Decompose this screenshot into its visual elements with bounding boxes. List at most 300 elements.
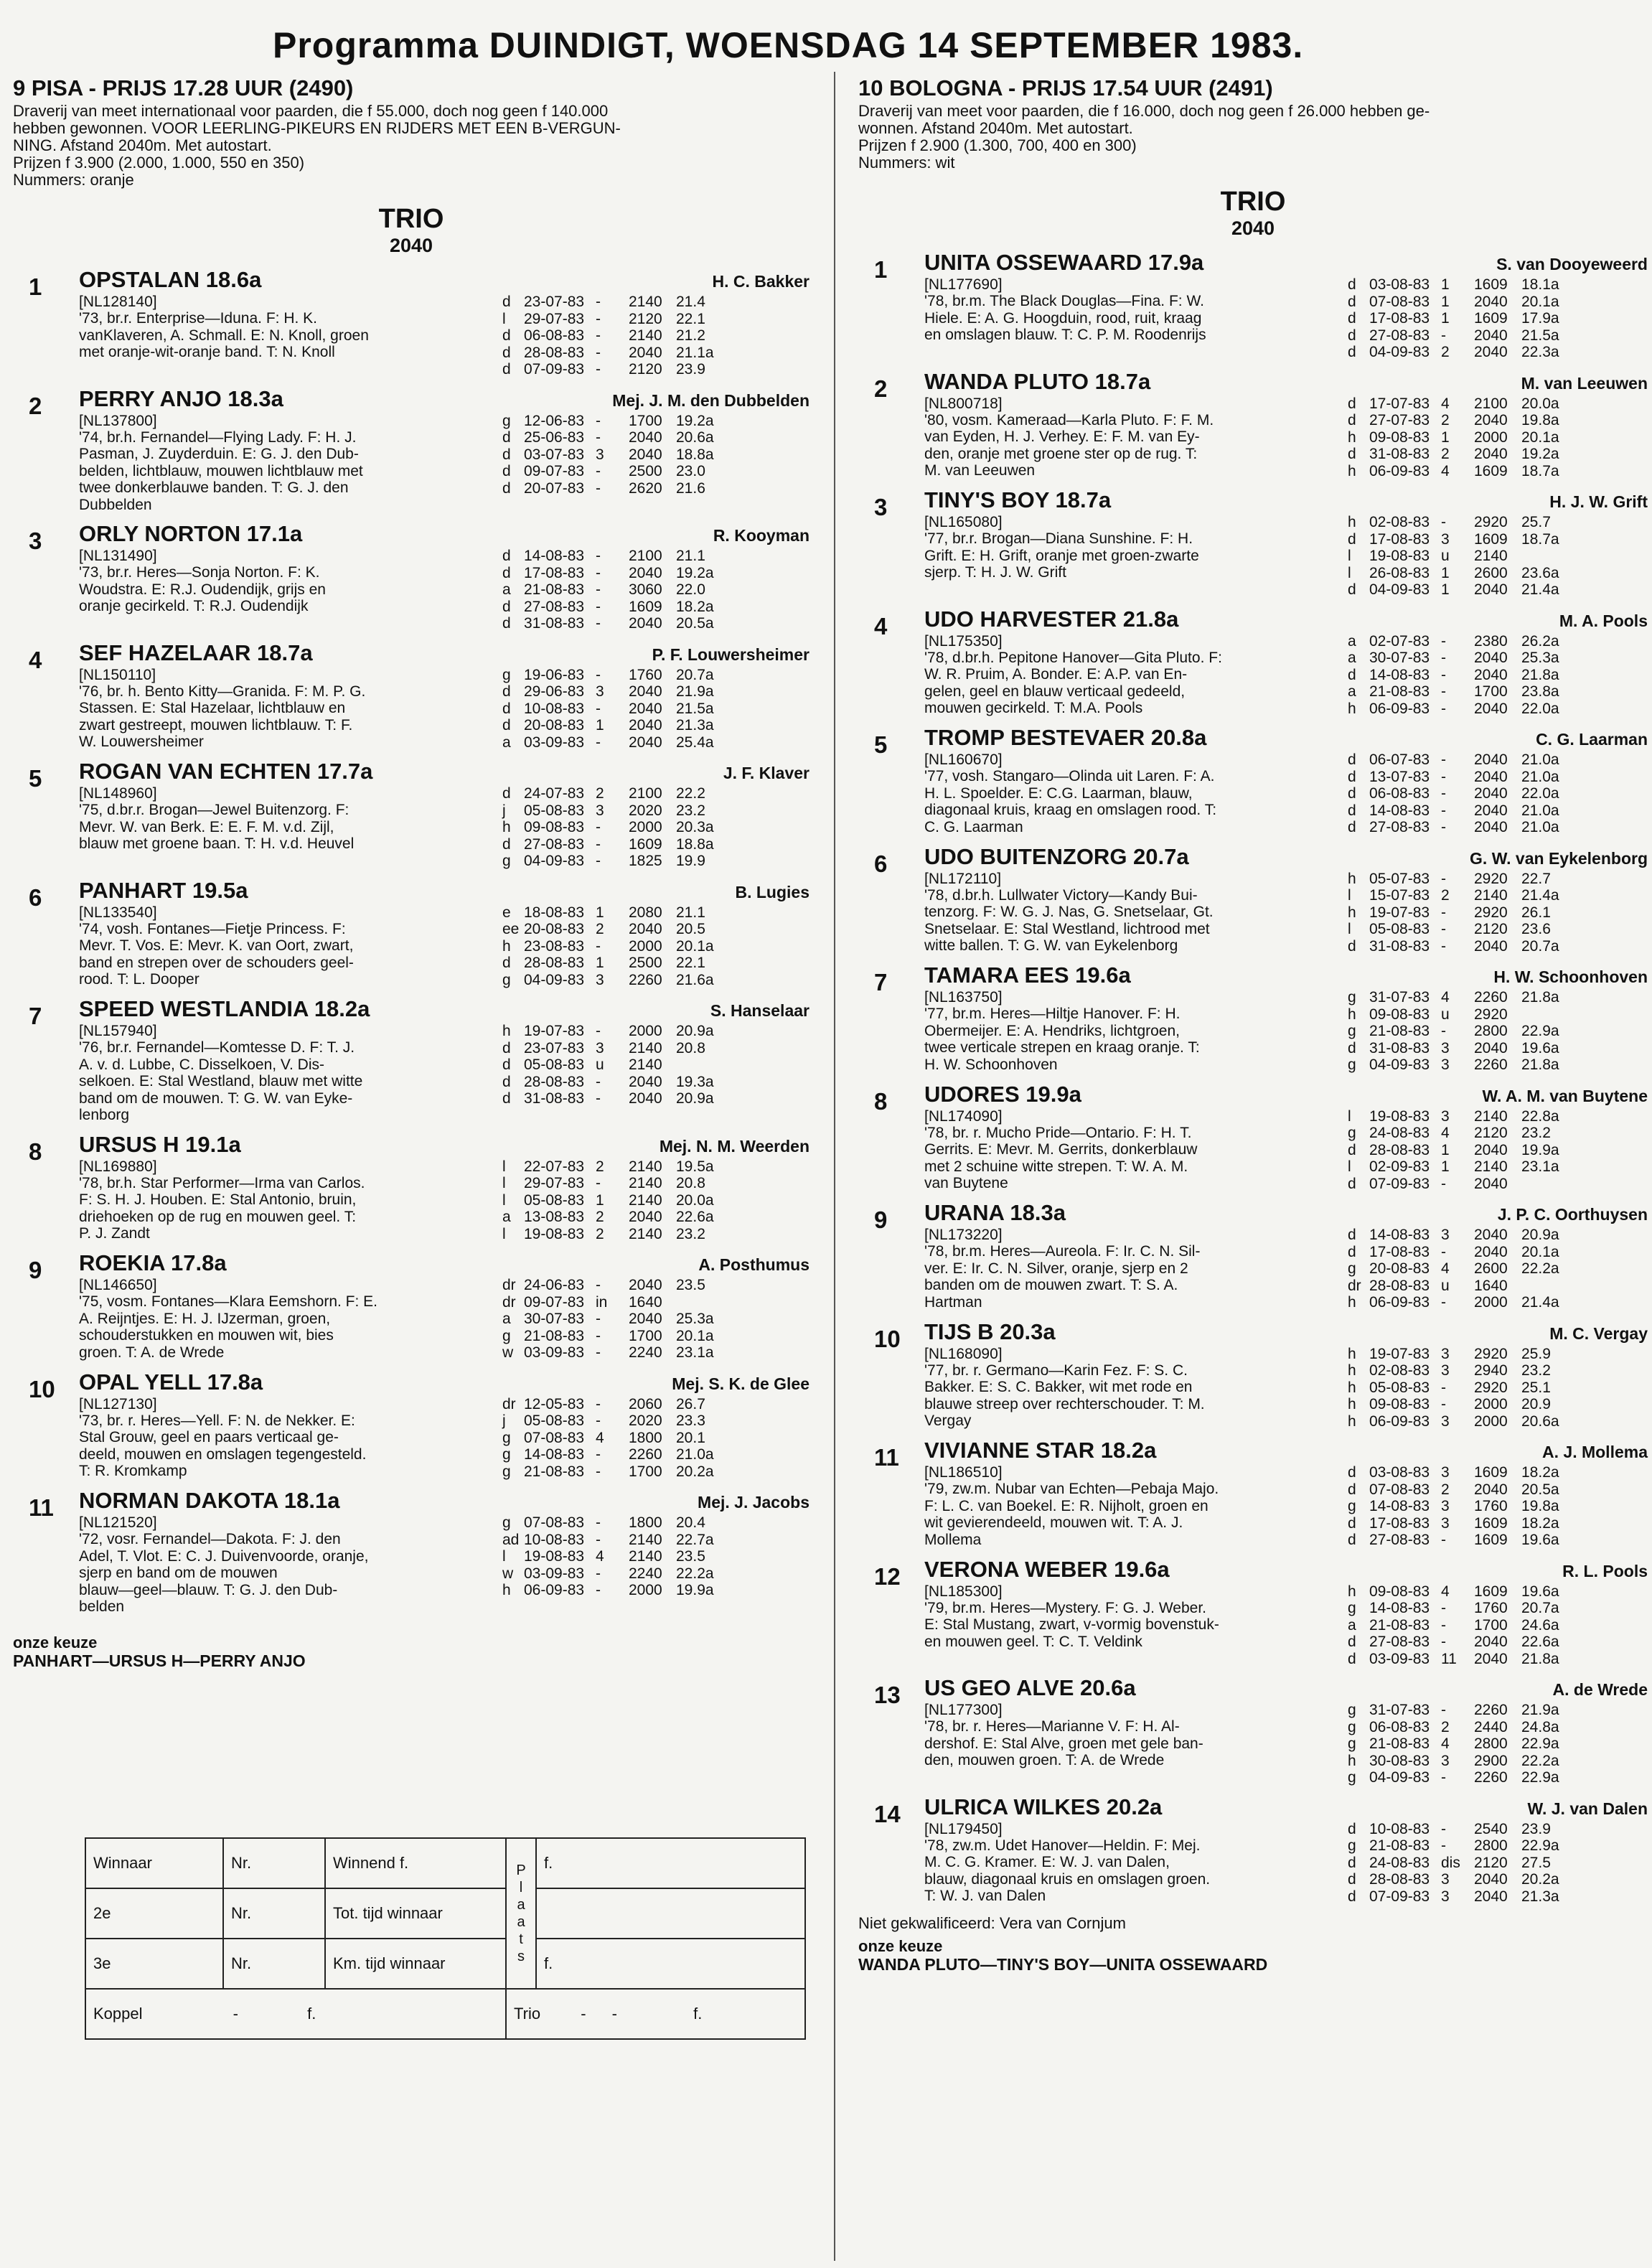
horse-results [1341,843,1648,955]
track-code: g [1348,989,1356,1006]
race-date: 27-08-83 [1369,1634,1430,1650]
track-code: h [502,819,511,835]
result-row [1348,1532,1648,1549]
race-date: 20-08-83 [1369,1260,1430,1277]
horse-number: 9 [874,1206,888,1233]
result-row [1348,1855,1648,1872]
race-time: 21.8a [1521,989,1559,1006]
race-date: 14-08-83 [524,548,585,564]
result-row [1348,1413,1648,1430]
horse-description-line: '77, vosh. Stangaro—Olinda uit Laren. F: A. [924,768,1215,784]
result-row [502,972,809,989]
placing: - [596,564,601,581]
placing: - [1441,1379,1446,1396]
horse-main [924,487,1341,599]
horse-description-line: Woudstra. E: R.J. Oudendijk, grijs en [79,581,326,598]
placing: - [1441,1532,1446,1548]
track-code: ad [502,1531,520,1548]
race-distance: 2040 [1474,785,1508,802]
placing: - [596,1327,601,1344]
race-distance: 2040 [629,921,662,937]
track-code: d [502,361,511,378]
horse-description-line: '74, vosh. Fontanes—Fietje Princess. F: [79,920,346,937]
result-row [1348,1719,1648,1736]
result-row [502,565,809,582]
horse-main [924,1081,1341,1193]
horse-main [79,995,495,1124]
horse-description-line: en mouwen geel. T: C. T. Veldink [924,1633,1142,1650]
horse-entry [13,1487,809,1616]
race-date: 07-08-83 [1369,1481,1430,1498]
horse-name: WANDA PLUTO 18.7a [924,368,1151,394]
horse-description-line: '73, br.r. Heres—Sonja Norton. F: K. [79,564,320,581]
race-distance: 2040 [629,1073,662,1090]
placing: - [1441,666,1446,683]
placing: - [596,1446,601,1463]
horse-description-line: vanKlaveren, A. Schmall. E: N. Knoll, groen [79,327,369,344]
result-row [502,1175,809,1192]
track-code: d [1348,802,1356,819]
horse-entry [13,995,809,1124]
placing: - [596,700,601,717]
race-info-line: NING. Afstand 2040m. Met autostart. [13,136,272,154]
track-code: dr [502,1293,516,1311]
result-row [502,1192,809,1209]
placing: - [1441,700,1446,717]
race-date: 06-08-83 [1369,1718,1430,1735]
column-divider [834,72,835,2261]
result-row [1348,1600,1648,1617]
result-row [1348,1158,1648,1176]
race-date: 25-06-83 [524,429,585,446]
race-date: 06-08-83 [1369,785,1430,802]
race-date: 09-08-83 [1369,1396,1430,1412]
horse-description-line: A. v. d. Lubbe, C. Disselkoen, V. Dis- [79,1056,324,1073]
placing: - [596,819,601,835]
track-code: d [502,344,511,361]
track-code: d [1348,751,1356,768]
race-time: 23.1a [1521,1158,1559,1175]
horse-description-line: '78, br. r. Heres—Marianne V. F: H. Al- [924,1718,1180,1735]
race-date: 31-07-83 [1369,1702,1430,1718]
race-date: 07-08-83 [524,1429,585,1446]
race-date: 29-06-83 [524,683,585,700]
race-time: 20.5a [1521,1481,1559,1498]
placing: u [1441,1006,1450,1023]
race-distance: 2040 [1474,293,1508,310]
track-code: e [502,904,511,921]
result-row [1348,1702,1648,1719]
race-date: 27-08-83 [1369,819,1430,835]
result-row [1348,276,1648,294]
race-time: 23.9 [676,361,705,378]
race-time: 18.2a [1521,1464,1559,1481]
race-time: 22.9a [1521,1735,1559,1752]
race-distance: 2500 [629,955,662,971]
keuze-picks: WANDA PLUTO—TINY'S BOY—UNITA OSSEWAARD [858,1955,1268,1974]
track-code: d [1348,1820,1356,1837]
horse-description-line: met oranje-wit-oranje band. T: N. Knoll [79,344,335,360]
race-date: 24-07-83 [524,785,585,802]
horse-entry [858,606,1648,718]
placing: 4 [1441,1735,1450,1752]
race-date: 19-07-83 [1369,1345,1430,1362]
horse-description-line: '76, br. h. Bento Kitty—Granida. F: M. P. G. [79,683,366,700]
race-time: 20.2a [1521,1871,1559,1888]
race-info [13,103,809,189]
horse-number: 8 [29,1138,42,1165]
track-code: d [1348,1464,1356,1481]
placing: 1 [1441,276,1450,293]
placing: - [596,1023,601,1039]
horse-results [1341,1199,1648,1311]
horse-id: [NL179450] [924,1820,1003,1837]
race-time: 21.4a [1521,887,1559,904]
horse-description-line: schouderstukken en mouwen wit, bies [79,1327,334,1344]
placing: 2 [1441,446,1450,462]
result-row [502,717,809,734]
race-date: 21-08-83 [524,581,585,598]
race-distance: 2060 [629,1395,662,1412]
race-date: 07-08-83 [1369,293,1430,310]
race-time: 23.6 [1521,921,1551,937]
track-code: d [1348,1141,1356,1158]
horse-description-line: twee donkerblauwe banden. T: G. J. den [79,479,349,496]
race-distance: 2040 [1474,412,1508,428]
race-date: 09-08-83 [1369,428,1430,446]
track-code: g [1348,1718,1356,1735]
track-code: d [1348,293,1356,310]
race-distance: 2040 [1474,1141,1508,1158]
race-date: 28-08-83 [524,955,585,971]
placing: - [1441,514,1446,530]
horse-entry [858,1794,1648,1906]
race-date: 07-09-83 [524,361,585,378]
race-time: 22.7 [1521,870,1551,887]
placing: - [596,463,601,479]
result-row [1348,1108,1648,1125]
race-time [676,1294,726,1311]
track-code: w [502,1344,514,1361]
placing: 1 [596,955,604,971]
result-row [502,548,809,565]
race-info-line: Nummers: oranje [13,171,134,189]
horse-description-line: Hiele. E: A. G. Hoogduin, rood, ruit, kraag [924,309,1202,327]
result-row [502,480,809,497]
placing: in [596,1293,608,1311]
race-distance: 2040 [629,1311,662,1327]
result-row [1348,1821,1648,1838]
trainer-name: C. G. Laarman [1536,730,1648,749]
race-distance: 2040 [629,683,662,700]
race-time: 21.6a [676,971,714,988]
track-code: dr [1348,1277,1361,1294]
race-time: 24.6a [1521,1616,1559,1634]
horse-description-line: groen. T: A. de Wrede [79,1344,225,1361]
horse-number: 10 [874,1325,901,1352]
horse-description-line: '78, br.m. The Black Douglas—Fina. F: W. [924,293,1204,309]
horse-main [924,724,1341,836]
horse-number: 2 [874,375,888,402]
race-date: 17-08-83 [1369,1514,1430,1532]
placing: 2 [596,921,604,937]
race-date: 14-08-83 [1369,1600,1430,1616]
track-code: d [1348,344,1356,360]
placing: 3 [1441,1514,1450,1532]
horse-description-line: band en strepen over de schouders geel- [79,954,354,971]
race-date: 17-08-83 [1369,310,1430,327]
result-row [502,615,809,632]
form-f3: f. [536,1939,805,1989]
race-date: 14-08-83 [1369,1227,1430,1243]
race-date: 14-08-83 [1369,666,1430,683]
trainer-name: B. Lugies [735,882,809,901]
race-distance: 2040 [629,700,662,717]
horse-id: [NL137800] [79,412,157,429]
distance-heading: 2040 [1231,217,1275,239]
race-distance: 2920 [1474,870,1508,887]
race-date: 04-09-83 [1369,344,1430,360]
horse-number: 6 [29,884,42,911]
result-row [1348,1294,1648,1311]
horse-main [79,385,495,514]
form-winnaar: Winnaar [85,1838,223,1888]
race-time: 20.6a [1521,1412,1559,1430]
trainer-name: R. L. Pools [1562,1561,1648,1580]
race-date: 13-08-83 [524,1209,585,1225]
race-date: 04-09-83 [524,853,585,869]
race-time: 18.1a [1521,276,1559,293]
placing: - [1441,1820,1446,1837]
track-code: d [1348,1854,1356,1871]
placing: - [596,412,601,429]
horse-entry [13,877,809,989]
race-time: 20.6a [676,429,714,446]
track-code: h [502,937,511,955]
race-distance: 2920 [1474,1006,1508,1023]
placing: - [596,1514,601,1531]
race-date: 14-08-83 [1369,802,1430,819]
placing: dis [1441,1854,1460,1871]
horse-number: 9 [29,1257,42,1283]
result-row [1348,650,1648,667]
form-3e: 3e [85,1939,223,1989]
track-code: l [1348,1107,1351,1125]
horse-id: [NL163750] [924,989,1003,1006]
not-qualified-note: Niet gekwalificeerd: Vera van Cornjum [858,1914,1126,1932]
horse-description-line: witte ballen. T: G. W. van Eykelenborg [924,937,1178,954]
race-distance: 2000 [1474,1412,1508,1430]
placing: 3 [596,1039,604,1056]
race-date: 27-07-83 [1369,412,1430,428]
placing: 4 [596,1429,604,1446]
track-code: l [502,310,506,327]
result-row [1348,1227,1648,1244]
track-code: h [1348,514,1356,530]
placing: - [1441,1600,1446,1616]
placing: 3 [1441,530,1450,548]
track-code: d [1348,1514,1356,1532]
trainer-name: Mej. J. Jacobs [698,1493,809,1512]
result-row [502,1446,809,1463]
race-distance: 2040 [629,734,662,751]
race-distance: 2000 [1474,1396,1508,1412]
race-distance: 2140 [1474,1158,1508,1175]
track-code: h [1348,1345,1356,1362]
placing: 1 [1441,310,1450,327]
horse-description-line: blauwe streep over rechterschouder. T: M. [924,1395,1205,1412]
result-row [502,938,809,955]
race-distance: 2100 [629,548,662,564]
track-code: g [502,1429,511,1446]
race-time [1521,548,1572,565]
race-date: 30-08-83 [1369,1752,1430,1769]
track-code: d [1348,785,1356,802]
race-distance: 2800 [1474,1023,1508,1039]
trainer-name: P. F. Louwersheimer [652,645,809,664]
horse-number: 10 [29,1375,55,1402]
race-distance: 2120 [629,361,662,378]
horse-description-line: F: L. C. van Boekel. E: R. Nijholt, groen en [924,1497,1209,1514]
horse-results [1341,487,1648,599]
horse-main [924,606,1341,718]
race-distance: 2040 [1474,1481,1508,1498]
race-time: 20.1a [676,1327,714,1344]
race-date: 04-09-83 [1369,1056,1430,1073]
horse-entry [858,962,1648,1074]
horse-description-line: E: Stal Mustang, zwart, v-vormig bovenstuk- [924,1616,1219,1633]
track-code: h [1348,1379,1356,1396]
race-date: 20-08-83 [524,921,585,937]
race-date: 28-08-83 [1369,1871,1430,1888]
horse-description-line: '77, br. r. Germano—Karin Fez. F: S. C. [924,1362,1188,1379]
race-date: 10-08-83 [524,700,585,717]
placing: - [596,1412,601,1429]
race-distance: 2140 [1474,887,1508,904]
race-time: 19.3a [676,1073,714,1090]
track-code: l [1348,887,1351,904]
horse-description-line: Adel, T. Vlot. E: C. J. Duivenvoorde, oranje, [79,1547,369,1565]
race-date: 15-07-83 [1369,887,1430,904]
track-code: g [502,1327,511,1344]
form-nr: Nr. [223,1838,325,1888]
result-row [502,1548,809,1565]
placing: 3 [1441,1107,1450,1125]
track-code: d [502,479,511,497]
track-code: w [502,1565,514,1582]
race-time: 23.1a [676,1344,714,1361]
race-date: 05-08-83 [1369,1379,1430,1396]
horse-description-line: H. W. Schoonhoven [924,1056,1058,1073]
placing: 3 [1441,1227,1450,1243]
result-row [502,819,809,836]
horse-description-line: W. R. Pruim, A. Bonder. E: A.P. van En- [924,666,1188,683]
race-date: 27-08-83 [1369,1532,1430,1548]
race-time: 20.4 [676,1514,705,1531]
track-code: g [1348,1837,1356,1854]
horse-entry [858,1437,1648,1549]
horse-description-line: '77, br.r. Brogan—Diana Sunshine. F: H. [924,530,1193,547]
race-time: 18.2a [676,598,714,615]
race-distance: 2040 [1474,344,1508,360]
race-time: 21.0a [1521,819,1559,835]
horse-description-line: Stassen. E: Stal Hazelaar, lichtblauw en [79,700,346,716]
race-date: 21-08-83 [1369,1023,1430,1039]
race-time: 25.7 [1521,514,1551,530]
race-time: 22.9a [1521,1837,1559,1854]
placing: 2 [596,1158,604,1175]
placing: 2 [596,1225,604,1242]
result-row [502,463,809,480]
horse-description-line: A. Reijntjes. E: H. J. IJzerman, groen, [79,1310,331,1327]
race-date: 03-08-83 [1369,276,1430,293]
result-row [1348,1583,1648,1601]
track-code: g [502,1446,511,1463]
race-distance: 2040 [629,1209,662,1225]
race-time: 18.2a [1521,1514,1559,1532]
horse-description-line: W. Louwersheimer [79,734,204,750]
race-info-line: Prijzen f 2.900 (1.300, 700, 400 en 300) [858,136,1137,154]
horse-description-line: '76, br.r. Fernandel—Komtesse D. F: T. J. [79,1039,355,1056]
placing: 3 [596,971,604,988]
result-row [502,1226,809,1243]
track-code: g [502,666,511,683]
placing: - [596,479,601,497]
keuze-label: onze keuze [13,1633,98,1651]
track-code: dr [502,1395,516,1412]
track-code: d [502,683,511,700]
trainer-name: Mej. J. M. den Dubbelden [612,390,809,410]
horse-description-line: Bakker. E: S. C. Bakker, wit met rode en [924,1379,1193,1395]
race-time: 22.9a [1521,1023,1559,1039]
race-distance: 1609 [1474,1514,1508,1532]
placing: 1 [1441,1141,1450,1158]
race-time [676,1056,726,1074]
race-distance: 2000 [629,1582,662,1598]
placing: 3 [1441,1871,1450,1888]
horse-description-line: gelen, geel en blauw verticaal gedeeld, [924,683,1186,700]
track-code: j [502,802,506,819]
race-distance: 2040 [1474,937,1508,955]
placing: - [596,835,601,853]
race-time: 20.1a [1521,293,1559,310]
result-row [1348,1142,1648,1159]
track-code: g [1348,1769,1356,1786]
track-code: h [1348,428,1356,446]
race-distance: 1825 [629,853,662,869]
horse-description-line: M. C. G. Kramer. E: W. J. van Dalen, [924,1854,1170,1870]
result-row [1348,819,1648,836]
result-row [1348,921,1648,938]
race-distance: 1800 [629,1429,662,1446]
track-code: g [502,1514,511,1531]
horse-id: [NL172110] [924,870,1002,887]
horse-description-line: Dubbelden [79,496,152,513]
race-distance: 1640 [1474,1277,1508,1294]
horse-entry [13,385,809,514]
horse-entry [13,639,809,751]
horse-description-line: '78, d.br.h. Pepitone Hanover—Gita Pluto. F: [924,649,1222,666]
horse-id: [NL177690] [924,276,1003,293]
horse-main [79,266,495,378]
race-date: 28-08-83 [524,1073,585,1090]
trio-heading: TRIO [1220,187,1286,217]
race-time: 20.5 [676,921,705,937]
horse-number: 14 [874,1800,901,1827]
race-date: 10-08-83 [1369,1820,1430,1837]
horse-entry [13,266,809,378]
placing: 3 [596,802,604,819]
